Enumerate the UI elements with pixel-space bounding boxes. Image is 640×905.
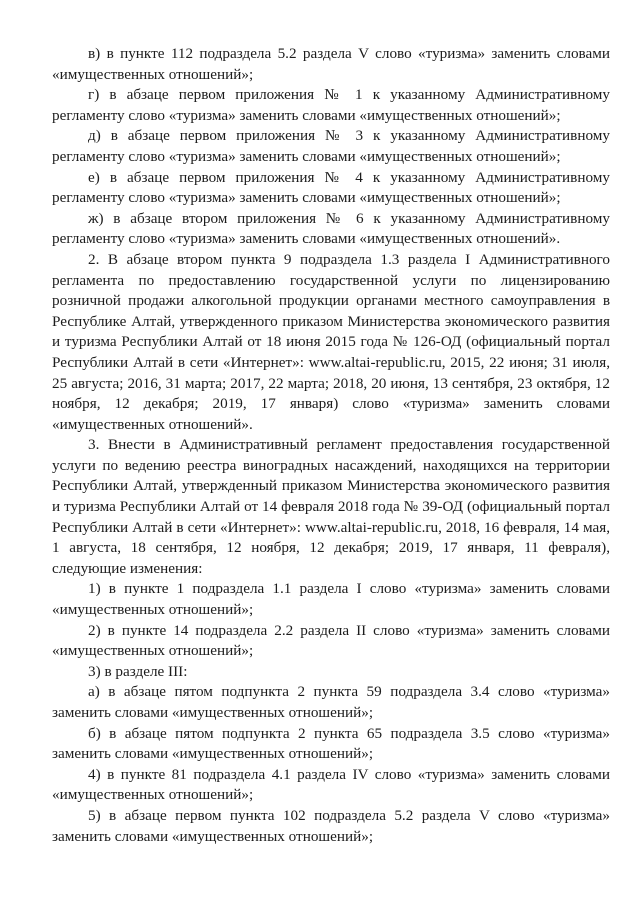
- paragraph-item-zh: ж) в абзаце втором приложения № 6 к указанному Административному регламенту слово «туризма» заменить словами «имущественных отношений».: [52, 209, 610, 248]
- paragraph-item-1: 1) в пункте 1 подраздела 1.1 раздела I слово «туризма» заменить словами «имущественных отношений»;: [52, 580, 610, 619]
- paragraph-item-e: е) в абзаце первом приложения № 4 к указанному Административному регламенту слово «туризма» заменить словами «имущественных отношений»;: [52, 168, 610, 207]
- paragraph-item-2: 2) в пункте 14 подраздела 2.2 раздела II слово «туризма» заменить словами «имущественных отношений»;: [52, 621, 610, 660]
- paragraph-item-3b: б) в абзаце пятом подпункта 2 пункта 65 подраздела 3.5 слово «туризма» заменить словами «имущественных отношений»;: [52, 724, 610, 763]
- paragraph-item-5: 5) в абзаце первом пункта 102 подраздела 5.2 раздела V слово «туризма» заменить словами «имущественных отношений»;: [52, 806, 610, 845]
- paragraph-section-2: 2. В абзаце втором пункта 9 подраздела 1.3 раздела I Административного регламента по предоставлению государственной услуги по лицензированию розничной продажи алкогольной продукции органами местного самоуправления в Республике Алтай, утвержденного приказом Министерства экономического развития и туризма Республики Алтай от 18 июня 2015 года № 126-ОД (официальный портал Республики Алтай в сети «Интернет»: www.altai-republic.ru, 2015, 22 июня; 31 июля, 25 августа; 2016, 31 марта; 2017, 22 марта; 2018, 20 июня, 13 сентября, 23 октября, 12 ноября, 12 декабря; 2019, 17 января) слово «туризма» заменить словами «имущественных отношений».: [52, 250, 610, 433]
- paragraph-item-g: г) в абзаце первом приложения № 1 к указанному Административному регламенту слово «туризма» заменить словами «имущественных отношений»;: [52, 86, 610, 124]
- paragraph-item-3a: а) в абзаце пятом подпункта 2 пункта 59 подраздела 3.4 слово «туризма» заменить словами «имущественных отношений»;: [52, 683, 610, 721]
- paragraph-item-v: в) в пункте 112 подраздела 5.2 раздела V слово «туризма» заменить словами «имущественных отношений»;: [52, 45, 610, 83]
- paragraph-item-d: д) в абзаце первом приложения № 3 к указанному Административному регламенту слово «туризма» заменить словами «имущественных отношений»;: [52, 127, 610, 165]
- paragraph-item-4: 4) в пункте 81 подраздела 4.1 раздела IV слово «туризма» заменить словами «имущественных отношений»;: [52, 765, 610, 804]
- paragraph-item-3: 3) в разделе III:: [88, 662, 188, 680]
- paragraph-section-3: 3. Внести в Административный регламент предоставления государственной услуги по ведению реестра виноградных насаждений, находящихся на территории Республики Алтай, утвержденный приказом Министерства экономического развития и туризма Республики Алтай от 14 февраля 2018 года № 39-ОД (официальный портал Республики Алтай в сети «Интернет»: www.altai-republic.ru, 2018, 16 февраля, 14 мая, 1 августа, 18 сентября, 12 ноября, 12 декабря; 2019, 17 января, 11 февраля), следующие изменения:: [52, 436, 610, 577]
